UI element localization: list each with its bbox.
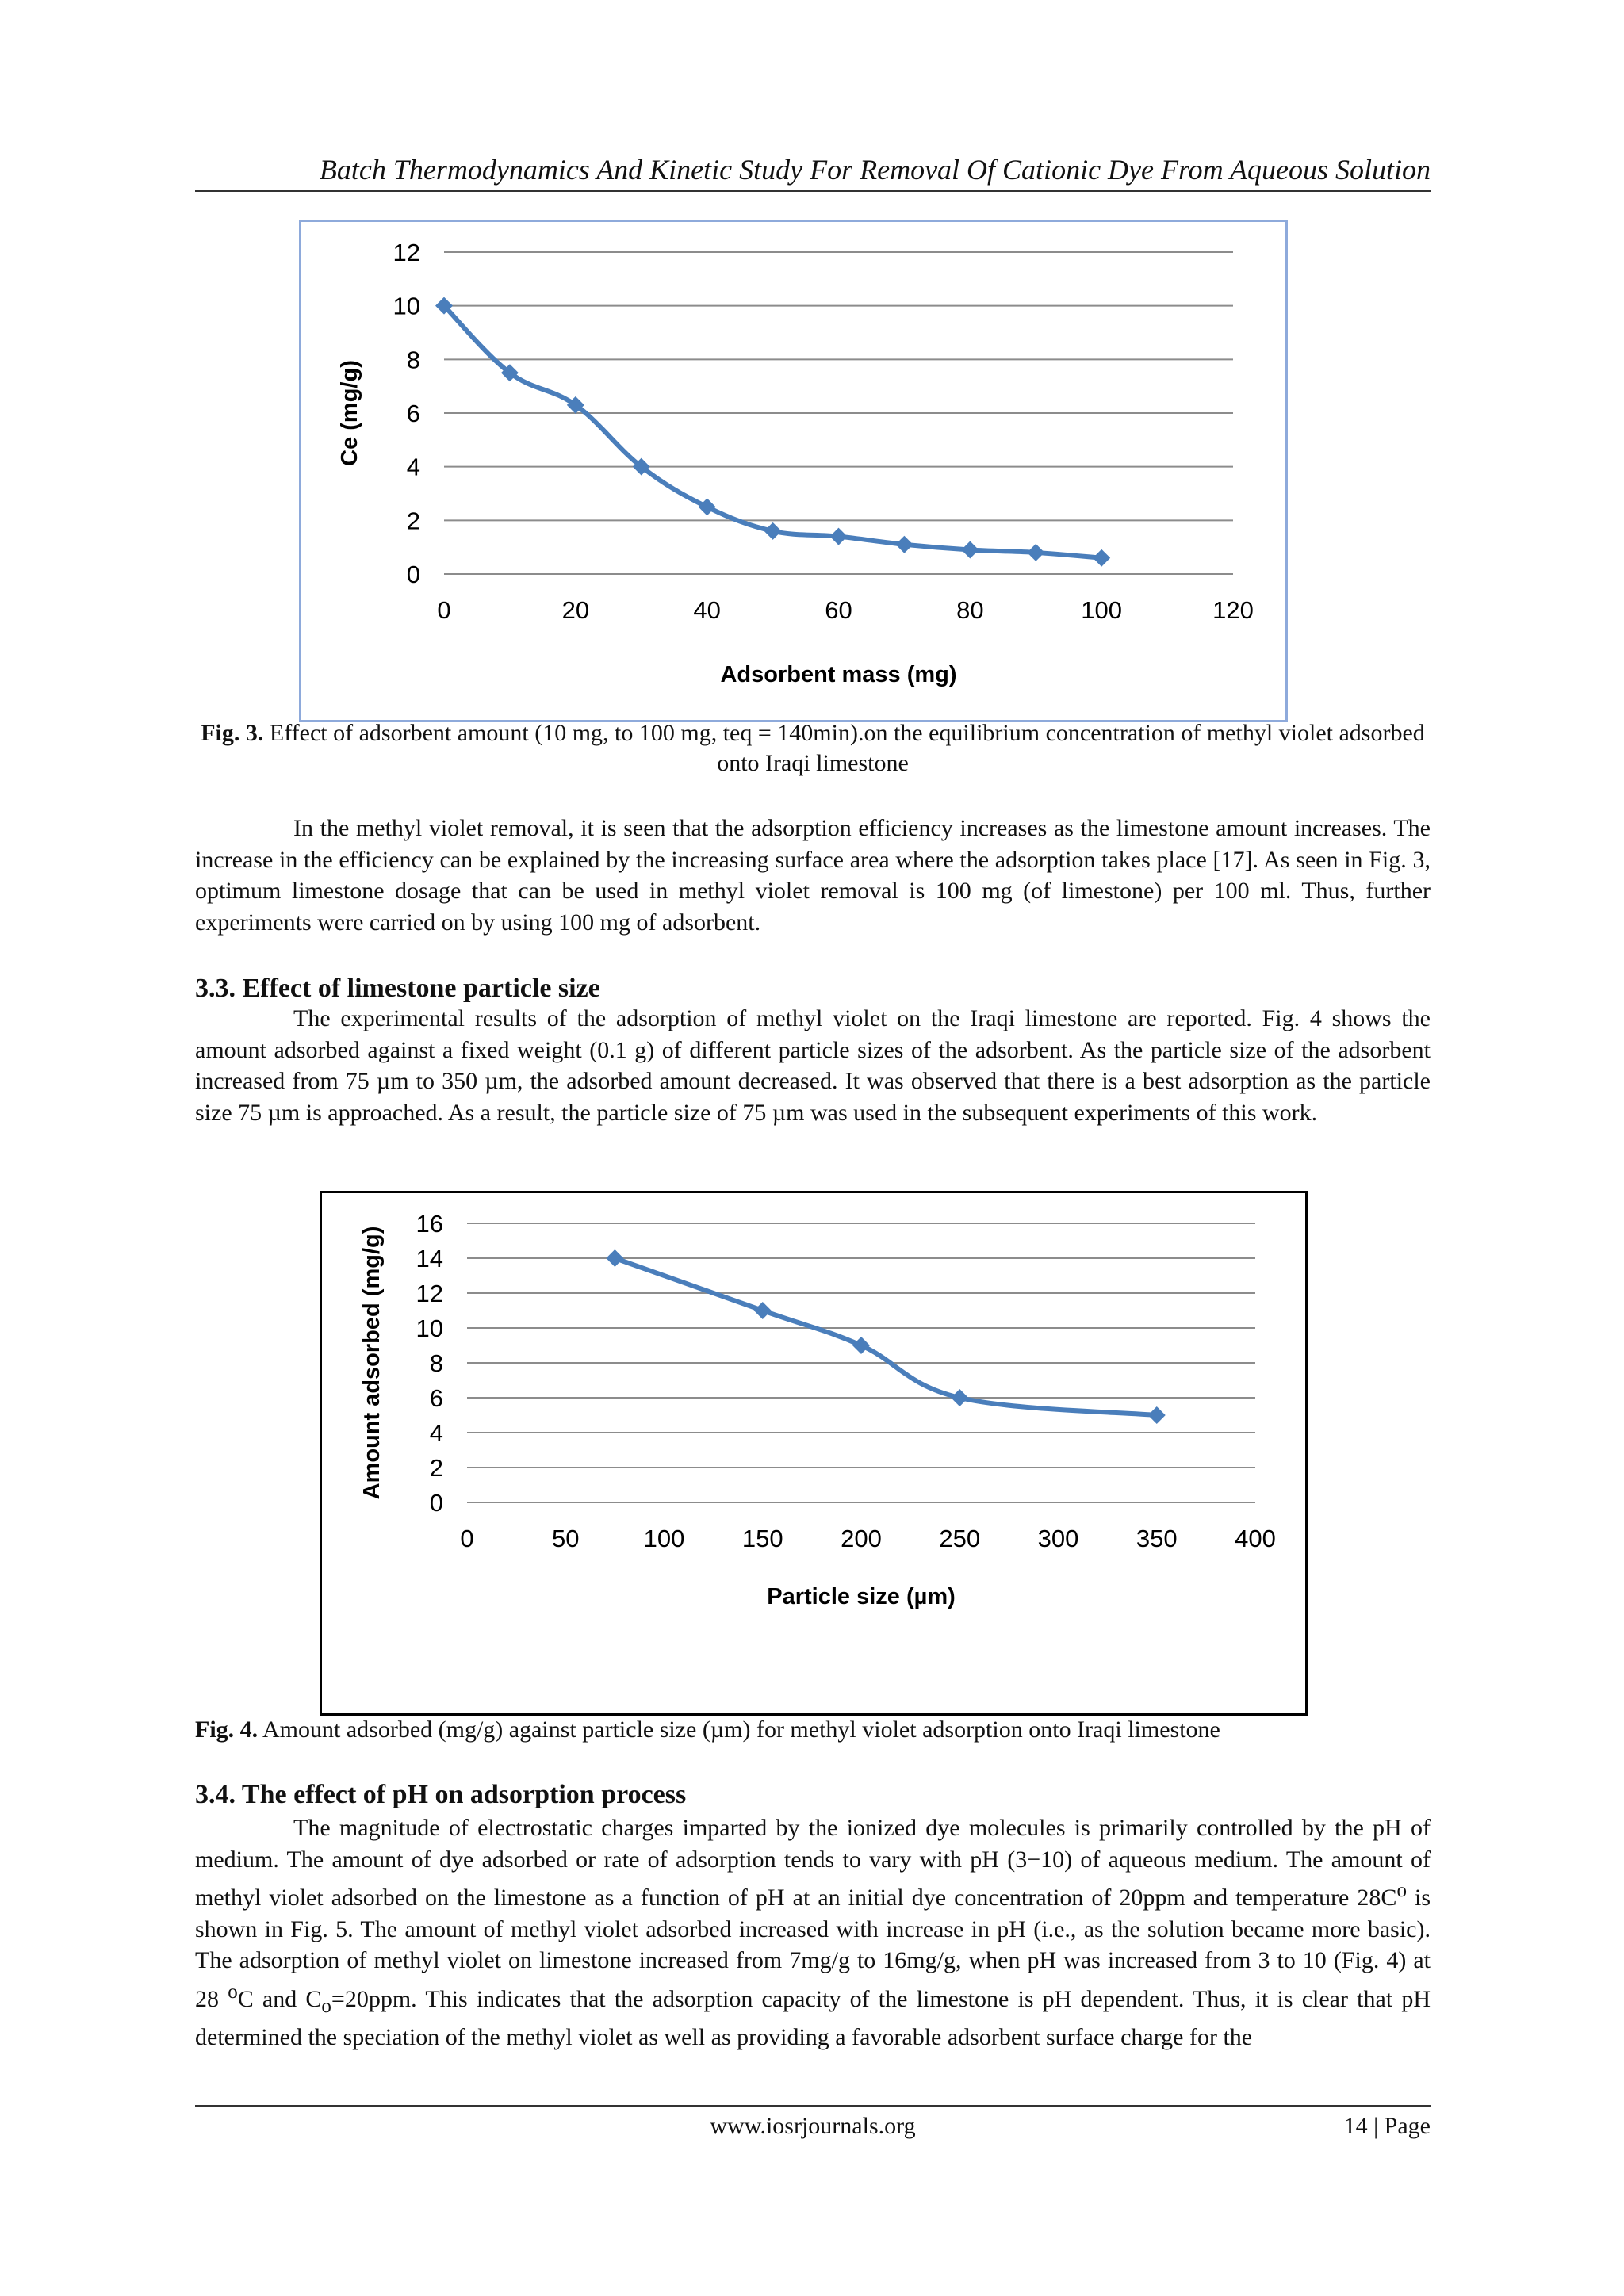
fig4-x-tick-label: 150 <box>741 1525 783 1552</box>
fig4-x-tick-label: 400 <box>1235 1525 1276 1552</box>
fig4-x-tick-label: 0 <box>460 1525 474 1552</box>
ph-text-part-2: is shown in Fig. 5. The amount of methyl violet adsorbed increased with increase in pH (i.e., as the solution became more basic). The adsorption of methyl violet on limestone increased from 7mg/g to 16mg/g, when pH was increased from 3 to 10 (Fig. 4) at 28 <box>195 1885 1431 2012</box>
fig4-x-axis-title: Particle size (µm) <box>767 1584 956 1609</box>
fig4-series-line <box>615 1258 1156 1415</box>
ph-text-part-3: C and C <box>237 1985 322 2012</box>
fig3-caption <box>195 718 1431 779</box>
fig4-y-tick-label: 4 <box>429 1419 443 1447</box>
journal-url: www.iosrjournals.org <box>710 2113 916 2139</box>
fig3-x-tick-label: 20 <box>561 596 590 624</box>
fig4-y-tick-label: 16 <box>416 1210 443 1238</box>
fig4-y-tick-label: 8 <box>429 1349 443 1377</box>
fig4-y-tick-label: 6 <box>429 1384 443 1412</box>
fig4-x-tick-label: 300 <box>1037 1525 1079 1552</box>
section-heading-3-3: 3.3. Effect of limestone particle size <box>195 974 600 1003</box>
fig3-x-axis-title: Adsorbent mass (mg) <box>720 662 957 687</box>
fig4-x-tick-label: 100 <box>643 1525 685 1552</box>
ph-c0-sub: o <box>321 1995 331 2017</box>
section-heading-3-4: 3.4. The effect of pH on adsorption process <box>195 1780 687 1809</box>
fig4-y-tick-label: 12 <box>416 1280 443 1307</box>
fig3-caption-label: Fig. 3. <box>201 720 264 746</box>
ph-text-part-4: =20ppm. This indicates that the adsorption capacity of the limestone is pH dependent. Thus, it is clear that pH determined the speciation of the methyl violet as well as providing a favorable adsorbent surface charge for the <box>195 1985 1431 2050</box>
fig3-y-tick-label: 12 <box>393 239 420 266</box>
fig4-x-tick-label: 350 <box>1136 1525 1178 1552</box>
footer-rule <box>195 2105 1431 2107</box>
fig3-x-tick-label: 120 <box>1212 596 1254 624</box>
fig4-data-point <box>1148 1406 1166 1424</box>
fig4-x-tick-label: 250 <box>939 1525 981 1552</box>
fig3-y-tick-label: 6 <box>406 400 420 427</box>
fig3-data-point <box>961 541 979 559</box>
fig4-x-tick-label: 200 <box>841 1525 882 1552</box>
fig3-data-point <box>764 522 782 540</box>
fig4-y-tick-label: 2 <box>429 1454 443 1482</box>
fig3-y-tick-label: 0 <box>406 561 420 588</box>
fig3-data-point <box>895 536 913 553</box>
page-number: 14 | Page <box>1343 2113 1431 2139</box>
fig3-y-tick-label: 4 <box>406 453 420 481</box>
fig3-x-tick-label: 40 <box>693 596 721 624</box>
fig3-y-tick-label: 2 <box>406 507 420 535</box>
running-header: Batch Thermodynamics And Kinetic Study For Removal Of Cationic Dye From Aqueous Solution <box>319 154 1431 186</box>
fig3-x-tick-label: 80 <box>956 596 984 624</box>
fig4-caption <box>195 1715 1431 1745</box>
fig3-x-tick-label: 100 <box>1081 596 1123 624</box>
fig4-y-tick-label: 0 <box>429 1489 443 1517</box>
fig4-data-point <box>852 1337 870 1354</box>
fig4-data-point <box>606 1249 623 1267</box>
fig3-x-tick-label: 60 <box>825 596 852 624</box>
fig4-caption-label: Fig. 4. <box>195 1716 259 1743</box>
paragraph-particle-size: The experimental results of the adsorption of methyl violet on the Iraqi limestone are reported. Fig. 4 shows the amount adsorbed against a fixed weight (0.1 g) of different particle sizes of the adsorbent. As the particle size of the adsorbent increased from 75 µm to 350 µm, the adsorbed amount decreased. It was observed that there is a best adsorption as the particle size 75 µm is approached. As a result, the particle size of 75 µm was used in the subsequent experiments of this work. <box>195 1005 1431 1126</box>
fig4-chart <box>320 1191 1308 1716</box>
fig3-y-axis-title: Ce (mg/g) <box>337 360 362 466</box>
fig3-data-point <box>830 528 848 545</box>
fig3-data-point <box>699 498 716 515</box>
fig3-chart <box>299 220 1288 722</box>
fig4-data-point <box>951 1389 968 1406</box>
fig3-y-tick-label: 10 <box>393 292 420 320</box>
ph-text-part-1: The magnitude of electrostatic charges imparted by the ionized dye molecules is primarily controlled by the pH of medium. The amount of dye adsorbed or rate of adsorption tends to vary with pH (3−10) of aqueous medium. The amount of methyl violet adsorbed on the limestone as a function of pH at an initial dye concentration of 20ppm and temperature 28C <box>195 1815 1431 1911</box>
fig4-data-point <box>754 1302 772 1319</box>
fig3-data-point <box>1093 549 1110 567</box>
ph-degree-sup-2: o <box>228 1980 238 2003</box>
fig4-y-tick-label: 14 <box>416 1245 443 1272</box>
header-rule <box>195 190 1431 192</box>
fig4-caption-text: Amount adsorbed (mg/g) against particle size (µm) for methyl violet adsorption onto Iraqi limestone <box>258 1716 1220 1743</box>
ph-degree-sup-1: o <box>1396 1880 1407 1901</box>
fig3-data-point <box>1027 544 1044 561</box>
fig4-y-tick-label: 10 <box>416 1314 443 1342</box>
fig4-y-axis-title: Amount adsorbed (mg/g) <box>359 1226 385 1500</box>
fig3-y-tick-label: 8 <box>406 346 420 374</box>
fig3-caption-text: Effect of adsorbent amount (10 mg, to 100 mg, teq = 140min).on the equilibrium concentration of methyl violet adsorbed onto Iraqi limestone <box>263 720 1425 776</box>
fig3-x-tick-label: 0 <box>437 596 451 624</box>
paragraph-limestone-dosage: In the methyl violet removal, it is seen that the adsorption efficiency increases as the limestone amount increases. The increase in the efficiency can be explained by the increasing surface area where the adsorption takes place [17]. As seen in Fig. 3, optimum limestone dosage that can be used in methyl violet removal is 100 mg (of limestone) per 100 ml. Thus, further experiments were carried on by using 100 mg of adsorbent. <box>195 815 1431 936</box>
fig4-x-tick-label: 50 <box>552 1525 580 1552</box>
paragraph-ph-effect <box>195 1812 1431 2053</box>
